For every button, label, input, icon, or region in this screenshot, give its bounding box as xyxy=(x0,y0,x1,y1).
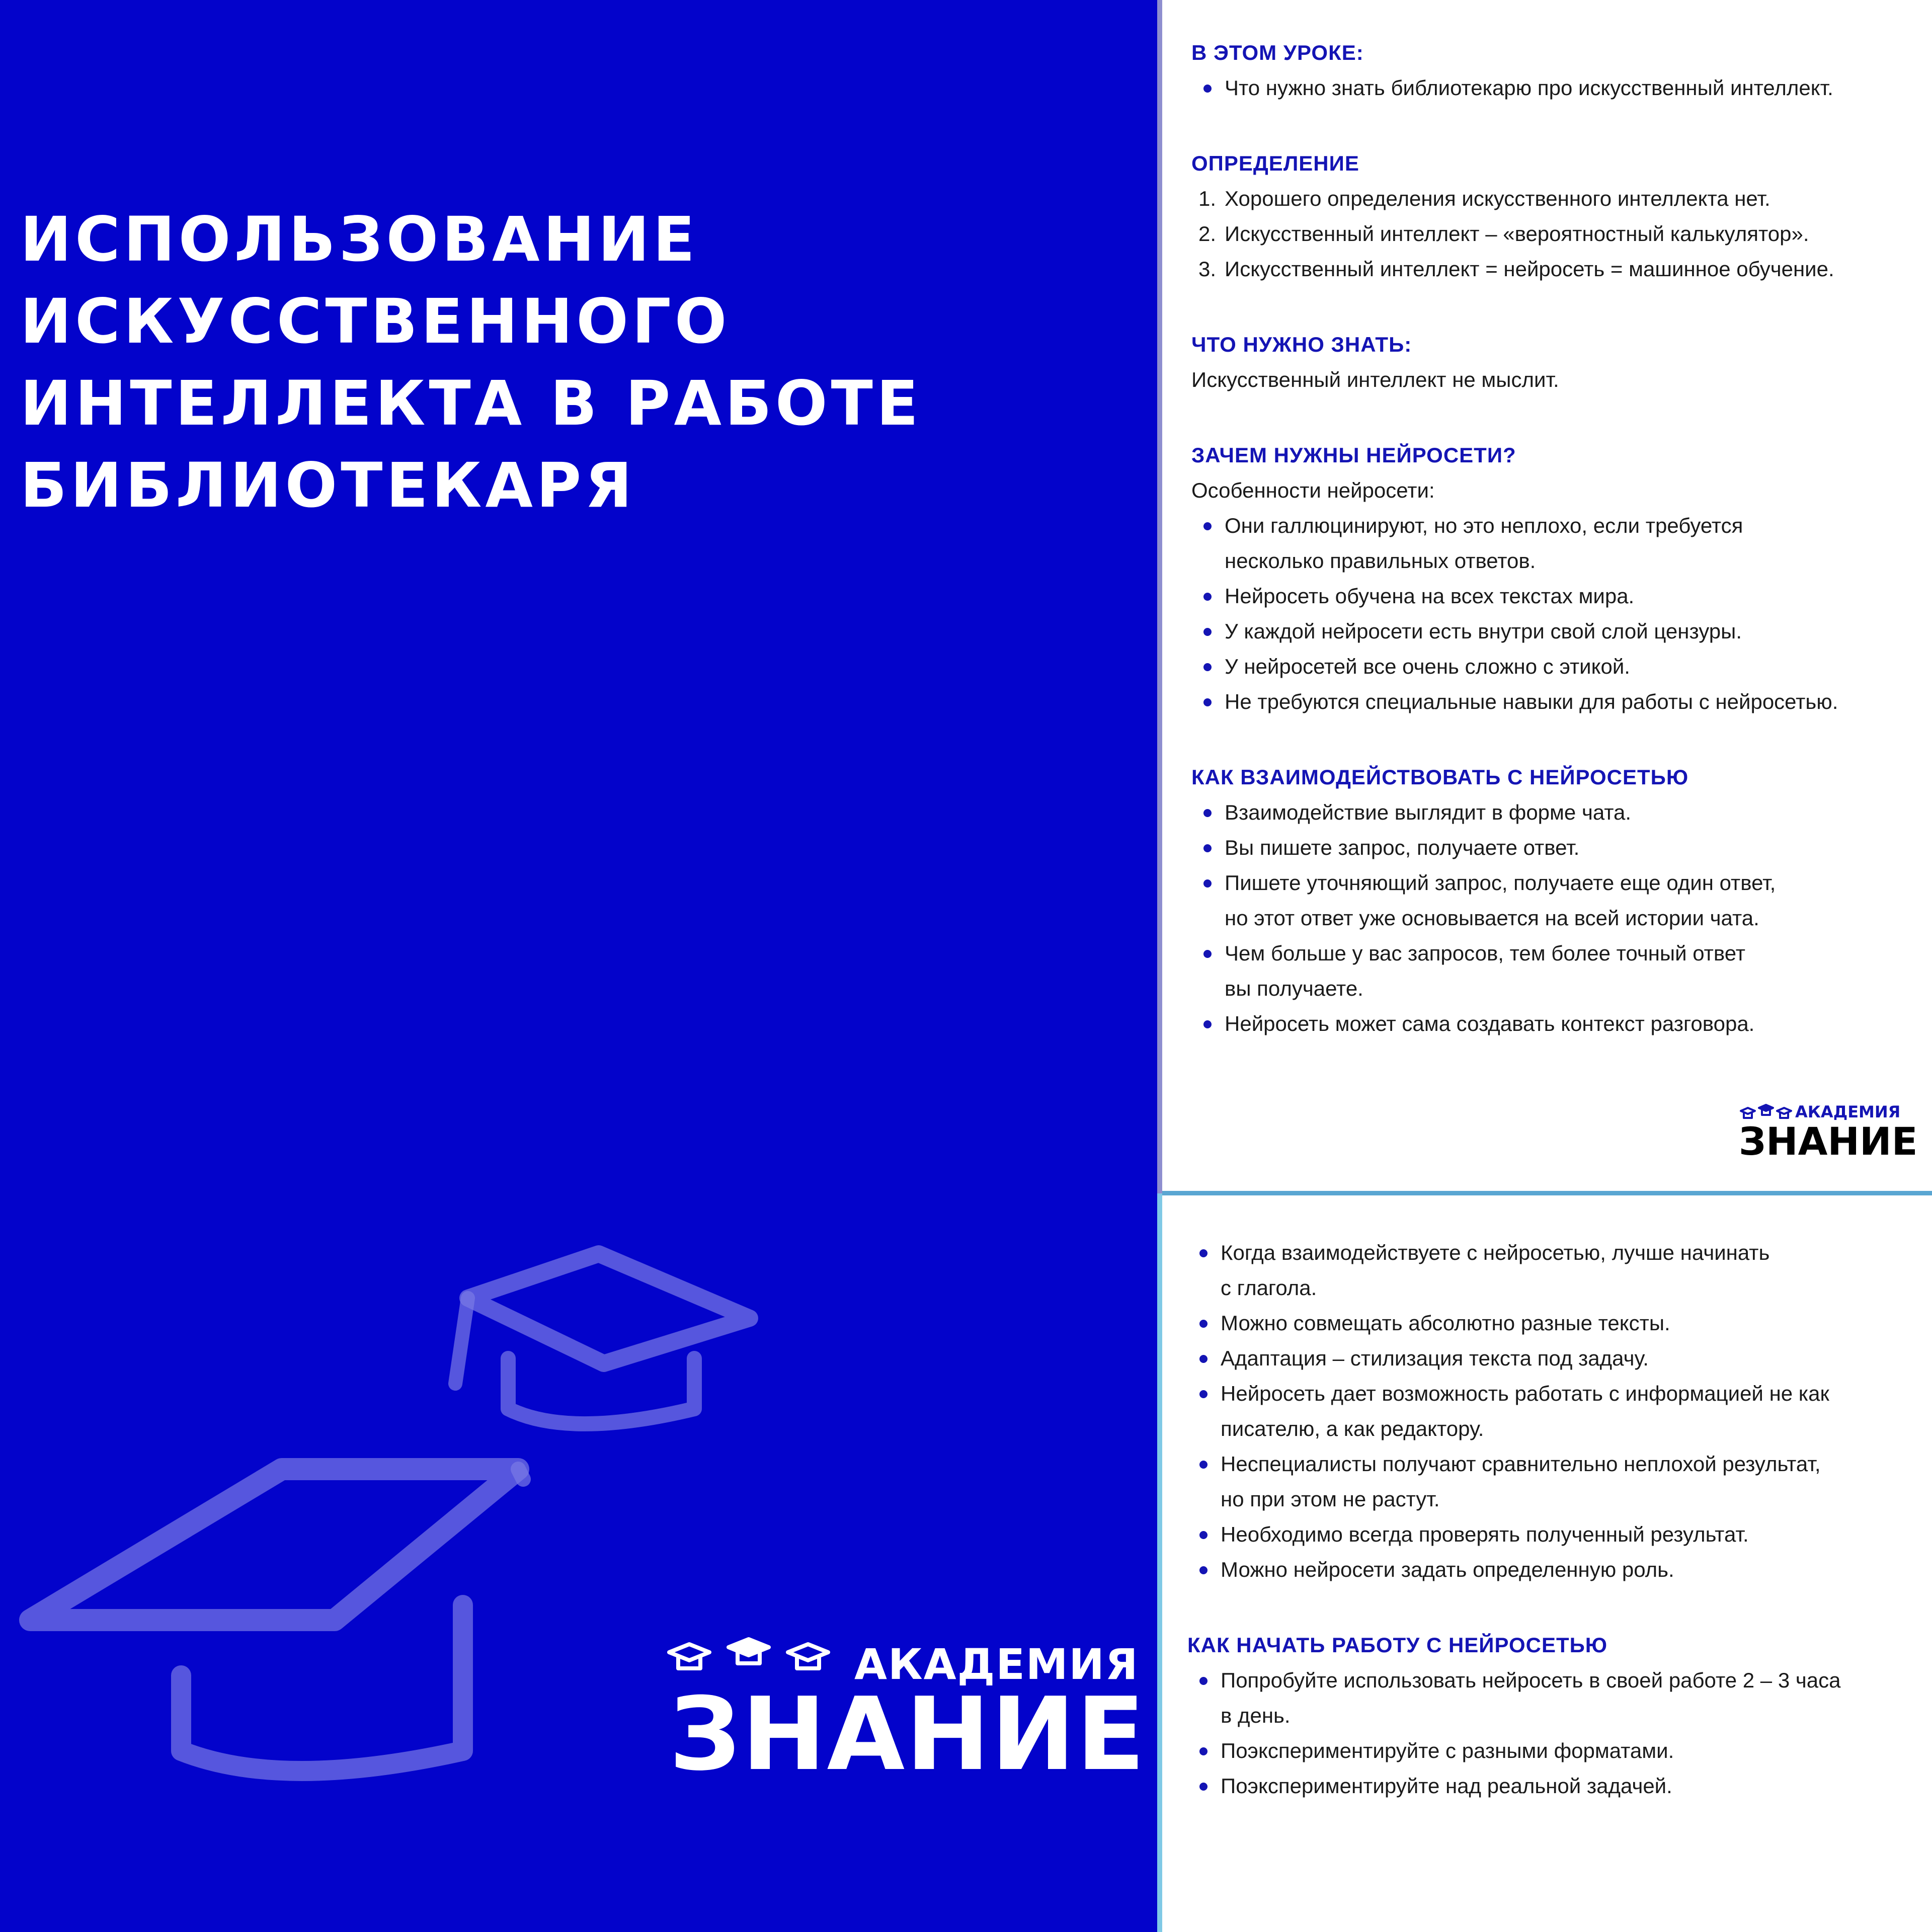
definition-list xyxy=(1191,181,1916,287)
cover-title-line: БИБЛИОТЕКАРЯ xyxy=(20,450,636,521)
academy-hats-icon xyxy=(664,1635,845,1680)
item-line: Взаимодействие выглядит в форме чата. xyxy=(1225,800,1632,824)
cover-title-line: ИСКУССТВЕННОГО xyxy=(20,286,731,357)
item-line: но при этом не растут. xyxy=(1221,1487,1440,1511)
item-line: Адаптация – стилизация текста под задачу. xyxy=(1221,1346,1649,1370)
list-item xyxy=(1187,1341,1922,1376)
cover-title-line: ИНТЕЛЛЕКТА В РАБОТЕ xyxy=(20,368,922,439)
list-item xyxy=(1191,795,1916,830)
why-intro: Особенности нейросети: xyxy=(1191,478,1435,502)
item-number: 1. xyxy=(1198,187,1217,210)
cover-title-line: ИСПОЛЬЗОВАНИЕ xyxy=(20,204,699,275)
section-heading-definition: ОПРЕДЕЛЕНИЕ xyxy=(1191,151,1359,175)
item-line: Можно нейросети задать определенную роль. xyxy=(1221,1558,1674,1581)
list-item xyxy=(1191,579,1916,614)
item-line: Нейросеть дает возможность работать с информацией не как xyxy=(1221,1382,1829,1405)
item-line: несколько правильных ответов. xyxy=(1225,549,1536,573)
graduation-cap-icon xyxy=(30,1469,523,1771)
why-list xyxy=(1191,508,1916,719)
item-line: Вы пишете запрос, получаете ответ. xyxy=(1225,836,1580,859)
brand-top-text: АКАДЕМИЯ xyxy=(1795,1102,1901,1121)
list-item xyxy=(1191,936,1916,1006)
item-text: Искусственный интеллект = нейросеть = машинное обучение. xyxy=(1225,257,1834,281)
item-line: Неспециалисты получают сравнительно неплохой результат, xyxy=(1221,1452,1821,1476)
brand-top-text: АКАДЕМИЯ xyxy=(854,1640,1139,1689)
item-text: Хорошего определения искусственного интеллекта нет. xyxy=(1225,187,1770,210)
item-line: Чем больше у вас запросов, тем более точный ответ xyxy=(1225,941,1745,965)
tips-list xyxy=(1187,1235,1922,1587)
notes-panel-top xyxy=(1191,35,1916,1041)
item-line: писателю, а как редактору. xyxy=(1221,1417,1484,1440)
item-line: У каждой нейросети есть внутри свой слой цензуры. xyxy=(1225,619,1742,643)
item-line: Нейросеть обучена на всех текстах мира. xyxy=(1225,584,1635,608)
section-heading-why: ЗАЧЕМ НУЖНЫ НЕЙРОСЕТИ? xyxy=(1191,443,1516,467)
start-list xyxy=(1187,1663,1922,1804)
item-line: но этот ответ уже основывается на всей истории чата. xyxy=(1225,906,1759,930)
item-text: Искусственный интеллект – «вероятностный калькулятор». xyxy=(1225,222,1809,246)
item-number: 2. xyxy=(1198,222,1217,246)
item-line: Пишете уточняющий запрос, получаете еще один ответ, xyxy=(1225,871,1776,895)
section-heading-start: КАК НАЧАТЬ РАБОТУ С НЕЙРОСЕТЬЮ xyxy=(1187,1633,1608,1657)
item-line: Не требуются специальные навыки для работы с нейросетью. xyxy=(1225,690,1838,713)
list-item xyxy=(1191,216,1916,252)
horizontal-divider xyxy=(1162,1191,1932,1195)
list-item xyxy=(1187,1552,1922,1587)
brand-logo-small xyxy=(1735,1100,1916,1170)
list-item xyxy=(1187,1376,1922,1446)
brand-main-text: ЗНАНИЕ xyxy=(669,1676,1146,1793)
list-item xyxy=(1191,181,1916,216)
item-line: Поэкспериментируйте над реальной задачей. xyxy=(1221,1774,1672,1798)
section-heading-interact: КАК ВЗАИМОДЕЙСТВОВАТЬ С НЕЙРОСЕТЬЮ xyxy=(1191,765,1689,789)
list-item xyxy=(1187,1517,1922,1552)
list-item xyxy=(1191,830,1916,865)
section-heading-know: ЧТО НУЖНО ЗНАТЬ: xyxy=(1191,333,1412,356)
list-item: Что нужно знать библиотекарю про искусственный интеллект. xyxy=(1191,70,1916,106)
item-line: Можно совмещать абсолютно разные тексты. xyxy=(1221,1311,1670,1335)
item-line: Нейросеть может сама создавать контекст разговора. xyxy=(1225,1012,1755,1035)
item-line: Когда взаимодействуете с нейросетью, лучше начинать xyxy=(1221,1241,1770,1264)
lesson-list xyxy=(1191,70,1916,106)
list-item xyxy=(1191,649,1916,684)
item-line: Попробуйте использовать нейросеть в своей работе 2 – 3 часа xyxy=(1221,1668,1841,1692)
list-item xyxy=(1191,252,1916,287)
cover-title xyxy=(20,199,1127,527)
item-line: Необходимо всегда проверять полученный результат. xyxy=(1221,1522,1749,1546)
list-item xyxy=(1191,1006,1916,1041)
list-item xyxy=(1187,1768,1922,1804)
interact-list xyxy=(1191,795,1916,1041)
know-text: Искусственный интеллект не мыслит. xyxy=(1191,368,1559,391)
item-line: Они галлюцинируют, но это неплохо, если требуется xyxy=(1225,514,1743,537)
list-item xyxy=(1191,865,1916,936)
item-line: в день. xyxy=(1221,1704,1291,1727)
list-item xyxy=(1187,1306,1922,1341)
item-line: вы получаете. xyxy=(1225,977,1363,1000)
section-heading-lesson: В ЭТОМ УРОКЕ: xyxy=(1191,41,1364,64)
brand-main-text: ЗНАНИЕ xyxy=(1739,1119,1918,1164)
item-number: 3. xyxy=(1198,257,1217,281)
item-line: с глагола. xyxy=(1221,1276,1317,1300)
list-item xyxy=(1191,684,1916,719)
notes-panel-bottom xyxy=(1187,1235,1922,1804)
item-line: Поэкспериментируйте с разными форматами. xyxy=(1221,1739,1674,1762)
list-item xyxy=(1191,614,1916,649)
item-line: У нейросетей все очень сложно с этикой. xyxy=(1225,655,1630,678)
list-item xyxy=(1191,508,1916,579)
graduation-cap-icon xyxy=(455,1254,750,1424)
list-item xyxy=(1187,1446,1922,1517)
vertical-divider-lower xyxy=(1157,1193,1162,1932)
list-item xyxy=(1187,1235,1922,1306)
list-item xyxy=(1187,1733,1922,1768)
list-item xyxy=(1187,1663,1922,1733)
